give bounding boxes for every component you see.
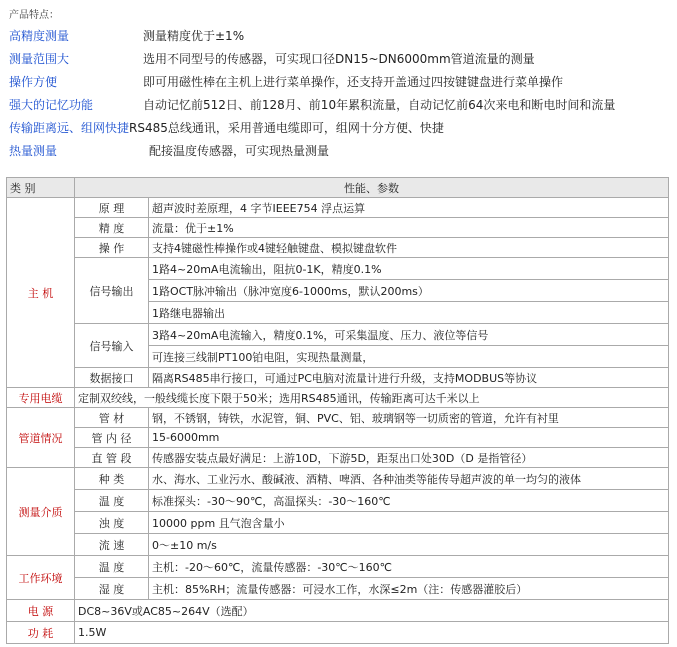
feature-desc: 配接温度传感器，可实现热量测量 bbox=[149, 144, 330, 158]
feature-name: 强大的记忆功能 bbox=[9, 98, 94, 112]
row-label: 数据接口 bbox=[75, 368, 149, 388]
feature-name: 高精度测量 bbox=[9, 29, 70, 43]
category-cable: 专用电缆 bbox=[7, 388, 75, 408]
row-value: 可连接三线制PT100铂电阻，实现热量测量， bbox=[149, 346, 669, 368]
table-row bbox=[7, 512, 669, 534]
feature-desc: 即可用磁性棒在主机上进行菜单操作，还支持开盖通过四按键键盘进行菜单操作 bbox=[143, 75, 564, 89]
row-value: 标准探头：-30～90℃，高温探头：-30～160℃ bbox=[149, 490, 669, 512]
feature-desc: 自动记忆前512日、前128月、前10年累积流量，自动记忆前64次来电和断电时间和流量 bbox=[143, 98, 616, 112]
row-label: 操 作 bbox=[75, 238, 149, 258]
row-value: 超声波时差原理，4 字节IEEE754 浮点运算 bbox=[149, 198, 669, 218]
feature-desc: 选用不同型号的传感器，可实现口径DN15~DN6000mm管道流量的测量 bbox=[143, 52, 535, 66]
table-row bbox=[7, 622, 669, 644]
row-label: 湿 度 bbox=[75, 578, 149, 600]
row-value: 钢，不锈钢，铸铁，水泥管，铜、PVC、铝、玻璃钢等一切质密的管道，允许有衬里 bbox=[149, 408, 669, 428]
table-row bbox=[7, 198, 669, 218]
features-title: 产品特点： bbox=[9, 10, 59, 21]
row-label: 直 管 段 bbox=[75, 448, 149, 468]
row-value: 主机：-20～60℃，流量传感器：-30℃～160℃ bbox=[149, 556, 669, 578]
row-label: 原 理 bbox=[75, 198, 149, 218]
row-value: 1路4~20mA电流输出，阻抗0-1K，精度0.1% bbox=[149, 258, 669, 280]
table-row bbox=[7, 218, 669, 238]
table-row bbox=[7, 578, 669, 600]
table-header-row bbox=[7, 178, 669, 198]
header-category: 类 别 bbox=[7, 178, 75, 198]
row-value: 0～±10 m/s bbox=[149, 534, 669, 556]
category-pipe: 管道情况 bbox=[7, 408, 75, 468]
row-label: 种 类 bbox=[75, 468, 149, 490]
table-row bbox=[7, 408, 669, 428]
feature-row bbox=[9, 73, 563, 90]
feature-name: 传输距离远、组网快捷 bbox=[9, 121, 130, 135]
feature-name: 热量测量 bbox=[9, 144, 58, 158]
table-row bbox=[7, 258, 669, 280]
row-label: 温 度 bbox=[75, 490, 149, 512]
header-perf: 性能、参数 bbox=[75, 178, 669, 198]
table-row bbox=[7, 468, 669, 490]
feature-row bbox=[9, 27, 244, 44]
row-value: 定制双绞线，一般线缆长度下限于50米；选用RS485通讯，传输距离可达千米以上 bbox=[75, 388, 669, 408]
spec-table bbox=[6, 177, 669, 644]
row-label: 信号输入 bbox=[75, 324, 149, 368]
table-row bbox=[7, 600, 669, 622]
row-value: 流量：优于±1% bbox=[149, 218, 669, 238]
feature-name: 操作方便 bbox=[9, 75, 58, 89]
table-row bbox=[7, 388, 669, 408]
table-row bbox=[7, 324, 669, 346]
row-value: 1.5W bbox=[75, 622, 669, 644]
row-value: DC8~36V或AC85~264V（选配） bbox=[75, 600, 669, 622]
category-power: 电 源 bbox=[7, 600, 75, 622]
row-label: 信号输出 bbox=[75, 258, 149, 324]
row-label: 浊 度 bbox=[75, 512, 149, 534]
table-row bbox=[7, 428, 669, 448]
category-host: 主 机 bbox=[7, 198, 75, 388]
category-medium: 测量介质 bbox=[7, 468, 75, 556]
table-row bbox=[7, 238, 669, 258]
table-row bbox=[7, 556, 669, 578]
feature-name: 测量范围大 bbox=[9, 52, 70, 66]
category-environment: 工作环境 bbox=[7, 556, 75, 600]
row-value: 主机：85%RH；流量传感器：可浸水工作，水深≤2m（注：传感器灌胶后） bbox=[149, 578, 669, 600]
row-value: 15-6000mm bbox=[149, 428, 669, 448]
row-value: 1路OCT脉冲输出（脉冲宽度6-1000ms，默认200ms） bbox=[149, 280, 669, 302]
row-value: 3路4~20mA电流输入，精度0.1%，可采集温度、压力、液位等信号 bbox=[149, 324, 669, 346]
row-value: 1路继电器输出 bbox=[149, 302, 669, 324]
row-value: 水、海水、工业污水、酸碱液、酒精、啤酒、各种油类等能传导超声波的单一均匀的液体 bbox=[149, 468, 669, 490]
row-value: 传感器安装点最好满足：上游10D，下游5D，距泵出口处30D（D 是指管径） bbox=[149, 448, 669, 468]
row-label: 精 度 bbox=[75, 218, 149, 238]
row-value: 10000 ppm 且气泡含量小 bbox=[149, 512, 669, 534]
feature-row bbox=[9, 50, 535, 67]
row-label: 温 度 bbox=[75, 556, 149, 578]
row-value: 隔离RS485串行接口，可通过PC电脑对流量计进行升级，支持MODBUS等协议 bbox=[149, 368, 669, 388]
feature-row bbox=[9, 119, 444, 136]
row-value: 支持4键磁性棒操作或4键轻触键盘、模拟键盘软件 bbox=[149, 238, 669, 258]
feature-row bbox=[9, 142, 329, 159]
feature-desc: RS485总线通讯，采用普通电缆即可，组网十分方便、快捷 bbox=[129, 121, 444, 135]
table-row bbox=[7, 534, 669, 556]
feature-desc: 测量精度优于±1% bbox=[143, 29, 245, 43]
feature-row bbox=[9, 96, 615, 113]
category-consumption: 功 耗 bbox=[7, 622, 75, 644]
row-label: 管 内 径 bbox=[75, 428, 149, 448]
row-label: 流 速 bbox=[75, 534, 149, 556]
table-row bbox=[7, 490, 669, 512]
table-row bbox=[7, 448, 669, 468]
row-label: 管 材 bbox=[75, 408, 149, 428]
